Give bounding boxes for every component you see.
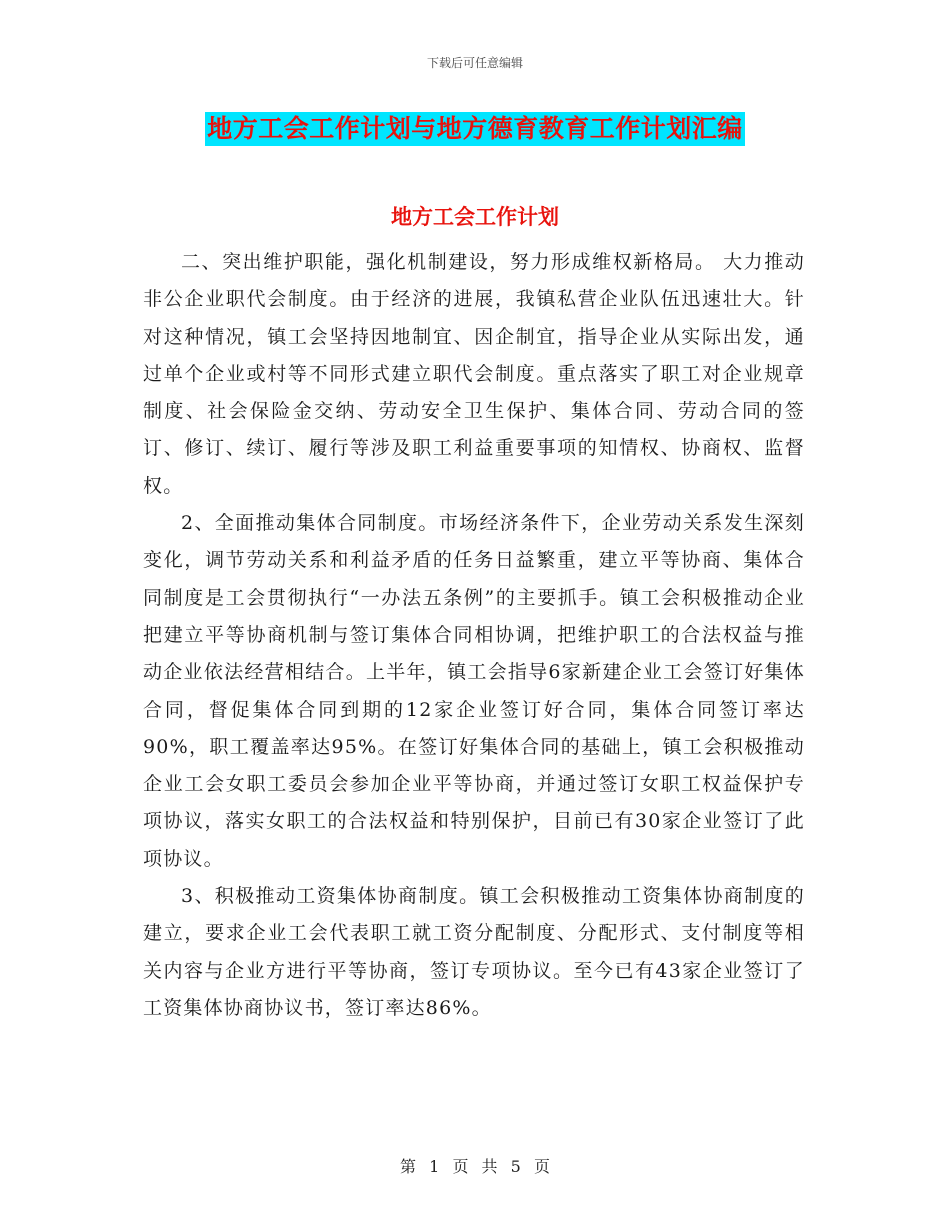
- paragraph: 二、突出维护职能，强化机制建设，努力形成维权新格局。 大力推动非公企业职代会制度。由于经济的进展，我镇私营企业队伍迅速壮大。针对这种情况，镇工会坚持因地制宜、因企制宜，指导企业从实际出发，通过单个企业或村等不同形式建立职代会制度。重点落实了职工对企业规章制度、社会保险金交纳、劳动安全卫生保护、集体合同、劳动合同的签订、修订、续订、履行等涉及职工利益重要事项的知情权、协商权、监督权。: [143, 251, 805, 497]
- section-title: 地方工会工作计划: [391, 204, 559, 229]
- current-page-number: 1: [429, 1157, 440, 1176]
- paragraph: 2、全面推动集体合同制度。市场经济条件下，企业劳动关系发生深刻变化，调节劳动关系和利益矛盾的任务日益繁重，建立平等协商、集体合同制度是工会贯彻执行“一办法五条例”的主要抓手。镇工会积极推动企业把建立平等协商机制与签订集体合同相协调，把维护职工的合法权益与推动企业依法经营相结合。上半年，镇工会指导6家新建企业工会签订好集体合同，督促集体合同到期的12家企业签订好合同，集体合同签订率达90%，职工覆盖率达95%。在签订好集体合同的基础上，镇工会积极推动企业工会女职工委员会参加企业平等协商，并通过签订女职工权益保护专项协议，落实女职工的合法权益和特别保护，目前已有30家企业签订了此项协议。: [143, 512, 805, 870]
- document-title-container: [0, 112, 950, 146]
- total-label-prefix: 共: [481, 1157, 498, 1176]
- page-label-mid: 页: [452, 1157, 469, 1176]
- page-label-suffix: 页: [533, 1157, 550, 1176]
- total-pages-number: 5: [510, 1157, 521, 1176]
- page-footer: [0, 1154, 950, 1177]
- document-title: 地方工会工作计划与地方德育教育工作计划汇编: [205, 112, 745, 146]
- page-header-note: 下载后可任意编辑: [426, 56, 523, 70]
- paragraph: 3、积极推动工资集体协商制度。镇工会积极推动工资集体协商制度的建立，要求企业工会代表职工就工资分配制度、分配形式、支付制度等相关内容与企业方进行平等协商，签订专项协议。至今已有43家企业签订了工资集体协商协议书，签订率达86%。: [143, 885, 805, 1019]
- page-label-prefix: 第: [400, 1157, 417, 1176]
- document-body: [143, 244, 805, 1027]
